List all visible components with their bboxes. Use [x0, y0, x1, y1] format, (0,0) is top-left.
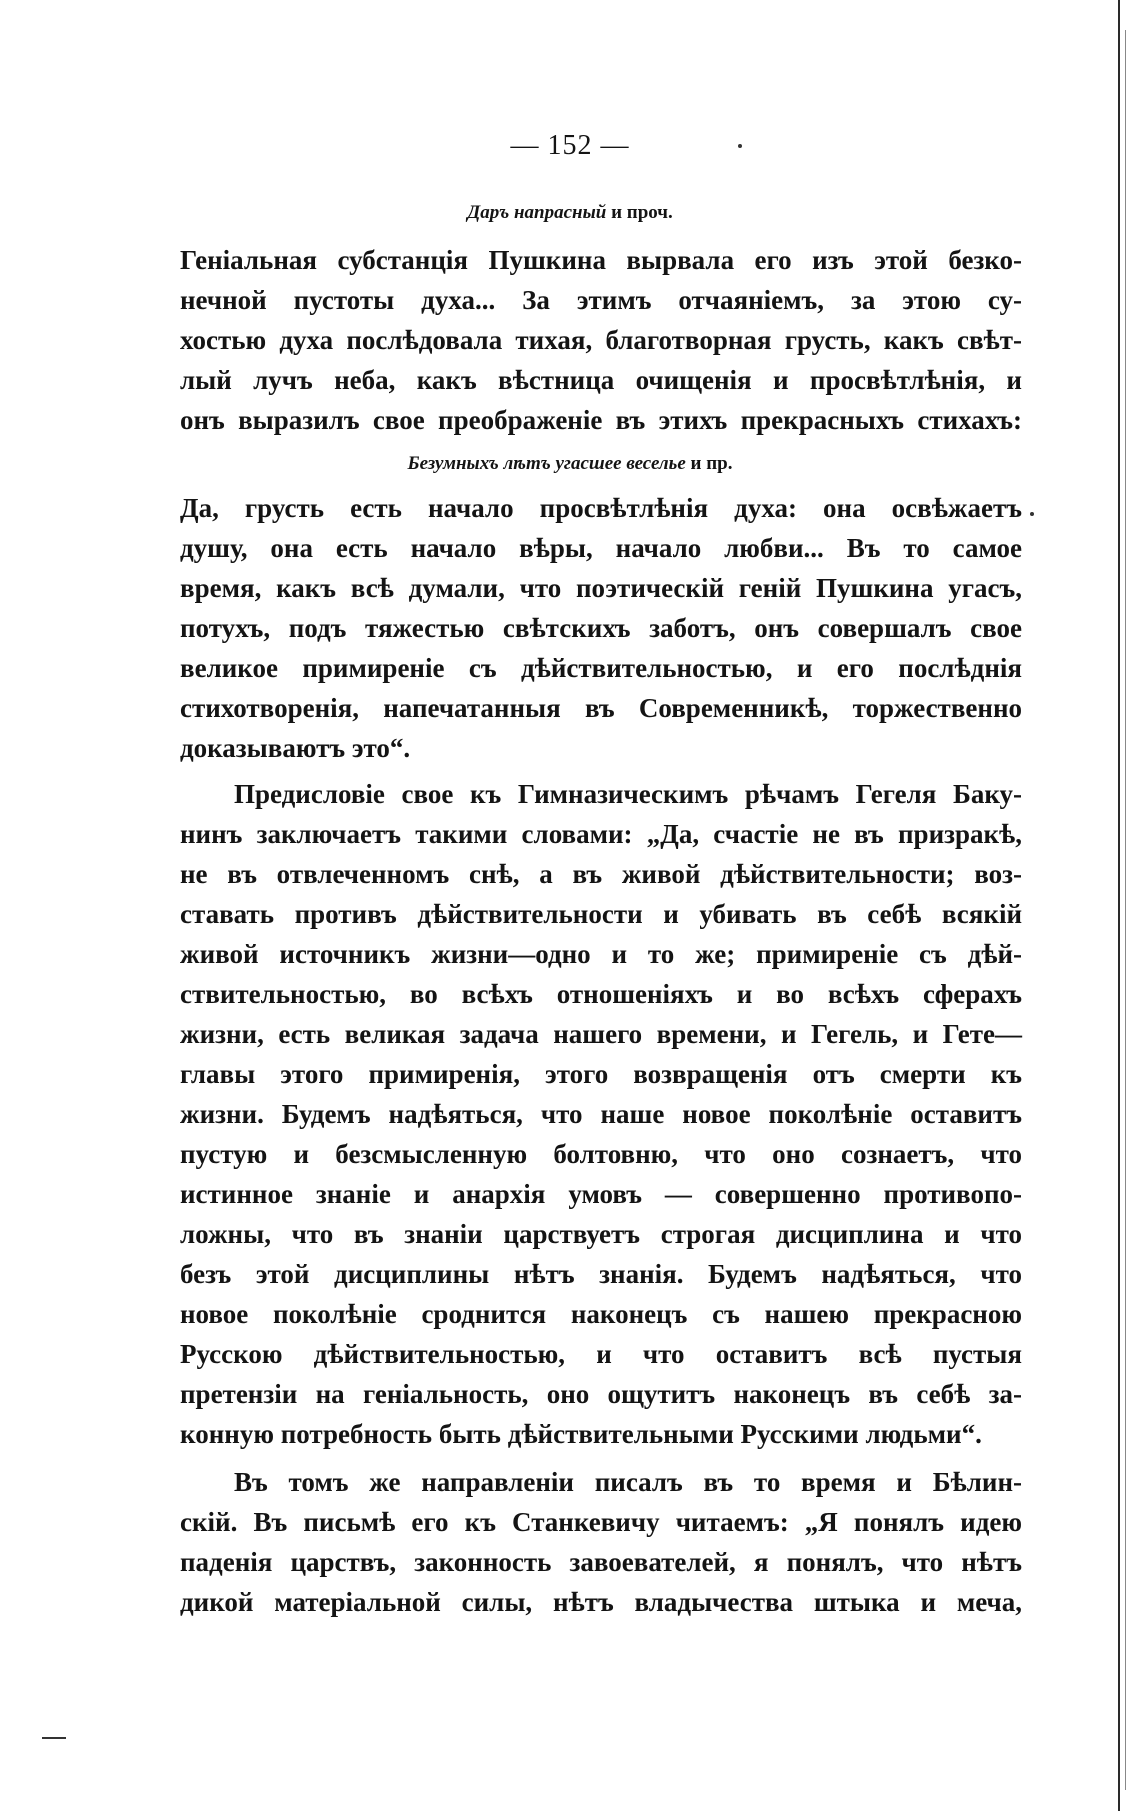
quote-reference-1 — [0, 202, 1140, 224]
text-line: безъ этой дисциплины нѣтъ знанія. Будемъ надѣяться, что — [180, 1259, 1022, 1289]
page-number: — 152 — — [510, 130, 630, 161]
quote-reference-2-suffix: и пр. — [685, 453, 733, 474]
text-line: время, какъ всѣ думали, что поэтическій геній Пушкина угасъ, — [180, 573, 1022, 603]
text-line: ложны, что въ знаніи царствуетъ строгая дисциплина и что — [180, 1219, 1022, 1249]
text-line: доказываютъ это“. — [180, 733, 411, 763]
text-line: Да, грусть есть начало просвѣтлѣнія духа: она освѣжаетъ — [180, 493, 1022, 523]
text-line: потухъ, подъ тяжестью свѣтскихъ заботъ, онъ совершалъ свое — [180, 613, 1022, 643]
text-line: стихотворенія, напечатанныя въ Современникѣ, торжественно — [180, 693, 1022, 723]
page-edge-rule — [1118, 0, 1120, 1811]
quote-reference-2-title: Безумныхъ лѣтъ угасшее веселье — [407, 453, 686, 474]
text-line: конную потребность быть дѣйствительными Русскими людьми“. — [180, 1419, 982, 1449]
text-line: Въ томъ же направленіи писалъ въ то время и Бѣлин- — [234, 1467, 1022, 1497]
text-line: главы этого примиренія, этого возвращенія отъ смерти къ — [180, 1059, 1022, 1089]
text-line: великое примиреніе съ дѣйствительностью, и его послѣднія — [180, 653, 1022, 683]
text-line: онъ выразилъ свое преображеніе въ этихъ прекрасныхъ стихахъ: — [180, 405, 1022, 435]
text-line: нинъ заключаетъ такими словами: „Да, счастіе не въ призракѣ, — [180, 819, 1022, 849]
text-line: дикой матеріальной силы, нѣтъ владычества штыка и меча, — [180, 1587, 1022, 1617]
text-line: претензіи на геніальность, оно ощутитъ наконецъ въ себѣ за- — [180, 1379, 1022, 1409]
text-line: ставать противъ дѣйствительности и убивать въ себѣ всякій — [180, 899, 1022, 929]
text-line: живой источникъ жизни—одно и то же; примиреніе съ дѣй- — [180, 939, 1022, 969]
text-line: не въ отвлеченномъ снѣ, а въ живой дѣйствительности; воз- — [180, 859, 1022, 889]
quote-reference-1-suffix: и проч. — [606, 202, 673, 223]
text-line: паденія царствъ, законность завоевателей, я понялъ, что нѣтъ — [180, 1547, 1022, 1577]
text-line: жизни, есть великая задача нашего времени, и Гегель, и Гете— — [180, 1019, 1022, 1049]
speck — [1030, 512, 1034, 516]
page-edge-rule-thin — [1125, 30, 1126, 1790]
text-line: истинное знаніе и анархія умовъ — совершенно противопо- — [180, 1179, 1022, 1209]
text-line: Геніальная субстанція Пушкина вырвала его изъ этой безко- — [180, 245, 1022, 275]
text-line: Русскою дѣйствительностью, и что оставитъ всѣ пустыя — [180, 1339, 1022, 1369]
text-line: ствительностью, во всѣхъ отношеніяхъ и во всѣхъ сферахъ — [180, 979, 1022, 1009]
text-line: пустую и безсмысленную болтовню, что оно сознаетъ, что — [180, 1139, 1022, 1169]
footer-mark — [42, 1737, 66, 1739]
quote-reference-2 — [0, 453, 1140, 475]
text-line: нечной пустоты духа... За этимъ отчаяніемъ, за этою су- — [180, 285, 1022, 315]
text-line: Предисловіе свое къ Гимназическимъ рѣчамъ Гегеля Баку- — [234, 779, 1022, 809]
text-line: жизни. Будемъ надѣяться, что наше новое поколѣніе оставитъ — [180, 1099, 1022, 1129]
text-line: душу, она есть начало вѣры, начало любви... Въ то самое — [180, 533, 1022, 563]
text-line: хостью духа послѣдовала тихая, благотворная грусть, какъ свѣт- — [180, 325, 1022, 355]
text-line: новое поколѣніе сроднится наконецъ съ нашею прекрасною — [180, 1299, 1022, 1329]
text-line: лый лучъ неба, какъ вѣстница очищенія и просвѣтлѣнія, и — [180, 365, 1022, 395]
text-line: скій. Въ письмѣ его къ Станкевичу читаемъ: „Я понялъ идею — [180, 1507, 1022, 1537]
quote-reference-1-title: Даръ напрасный — [467, 202, 607, 223]
